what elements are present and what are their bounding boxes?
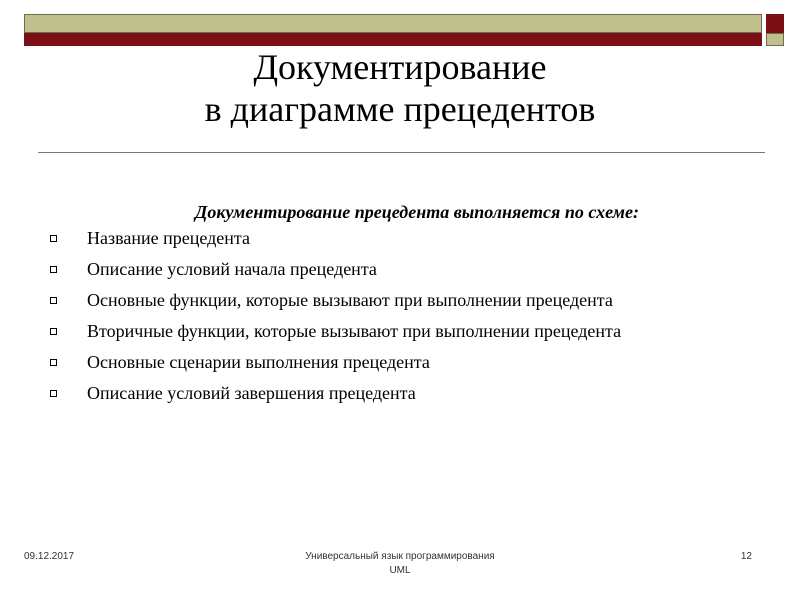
slide-title [0,46,800,130]
bullet-text: Вторичные функции, которые вызывают при выполнении прецедента [87,321,622,341]
bullet-text: Название прецедента [87,228,250,248]
slide-title-line1: Документирование [253,47,547,87]
header-corner-maroon-square [766,14,784,33]
square-bullet-icon [50,359,57,366]
bullet-item [40,350,760,374]
bullet-item [40,257,760,281]
bullet-text: Основные сценарии выполнения прецедента [87,352,430,372]
footer-page-number: 12 [740,551,752,562]
header-maroon-strip [24,33,762,46]
square-bullet-icon [50,297,57,304]
header-olive-band [24,14,762,33]
square-bullet-icon [50,390,57,397]
title-divider [38,152,765,153]
bullet-item [40,288,760,312]
footer-title-line1: Универсальный язык программирования [305,551,495,562]
square-bullet-icon [50,266,57,273]
bullet-text: Описание условий начала прецедента [87,259,377,279]
bullet-item [40,319,760,343]
bullet-text: Основные функции, которые вызывают при выполнении прецедента [87,290,613,310]
slide-title-line2: в диаграмме прецедентов [204,89,596,129]
header-corner-olive-square [766,33,784,46]
footer-title-line2: UML [389,565,411,576]
square-bullet-icon [50,235,57,242]
square-bullet-icon [50,328,57,335]
bullet-item [40,381,760,405]
bullet-text: Описание условий завершения прецедента [87,383,416,403]
bullet-list [40,226,760,405]
footer-date: 09.12.2017 [24,551,75,562]
slide-body [40,198,760,412]
footer-title [250,550,550,578]
bullet-item [40,226,760,250]
slide-subtitle: Документирование прецедента выполняется по схеме: [195,202,639,222]
